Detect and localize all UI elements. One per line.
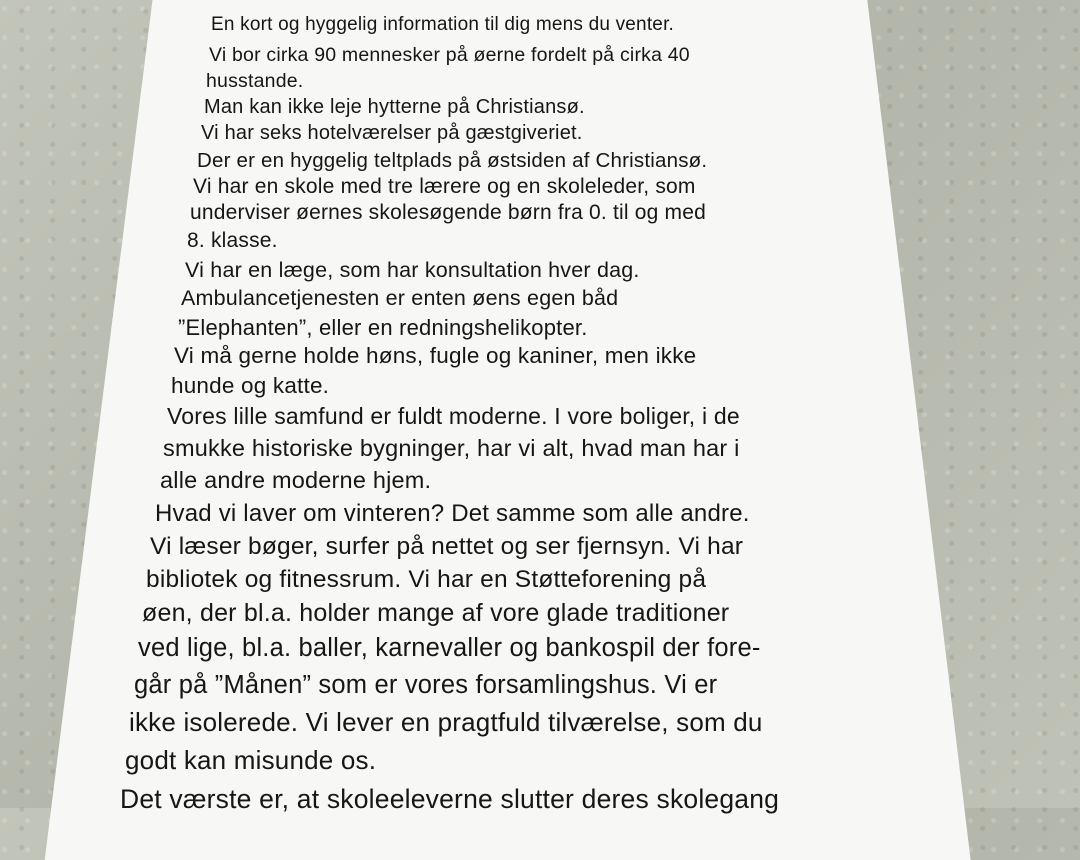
notice-line-24: ikke isolerede. Vi lever en pragtfuld tilværelse, som du: [129, 707, 763, 737]
notice-line-5: Vi har seks hotelværelser på gæstgiveriet.: [201, 122, 583, 144]
notice-line-11: Ambulancetjenesten er enten øens egen båd: [181, 286, 619, 310]
notice-line-10: Vi har en læge, som har konsultation hver dag.: [185, 258, 640, 282]
notice-line-15: Vores lille samfund er fuldt moderne. I vore boliger, i de: [167, 403, 740, 429]
notice-line-8: underviser øernes skolesøgende børn fra 0. til og med: [190, 201, 707, 224]
notice-line-14: hunde og katte.: [171, 373, 330, 398]
notice-line-7: Vi har en skole med tre lærere og en skoleleder, som: [193, 175, 696, 198]
notice-line-2: Vi bor cirka 90 mennesker på øerne fordelt på cirka 40: [209, 44, 690, 66]
notice-line-1: En kort og hyggelig information til dig mens du venter.: [211, 14, 675, 35]
notice-line-6: Der er en hyggelig teltplads på østsiden af Christiansø.: [197, 149, 708, 172]
notice-line-20: bibliotek og fitnessrum. Vi har en Støtteforening på: [146, 566, 707, 593]
notice-line-19: Vi læser bøger, surfer på nettet og ser fjernsyn. Vi har: [150, 533, 744, 560]
notice-line-9: 8. klasse.: [187, 229, 278, 252]
notice-line-13: Vi må gerne holde høns, fugle og kaniner, men ikke: [174, 343, 697, 368]
notice-line-25: godt kan misunde os.: [125, 745, 377, 775]
notice-line-26: Det værste er, at skoleeleverne slutter deres skolegang: [120, 784, 780, 814]
notice-line-3: husstande.: [206, 70, 304, 92]
notice-line-18: Hvad vi laver om vinteren? Det samme som alle andre.: [155, 500, 750, 527]
notice-line-12: ”Elephanten”, eller en redningshelikopter.: [178, 315, 588, 340]
notice-line-17: alle andre moderne hjem.: [160, 467, 432, 493]
notice-line-22: ved lige, bl.a. baller, karnevaller og bankospil der fore-: [138, 634, 761, 662]
notice-line-21: øen, der bl.a. holder mange af vore glade traditioner: [142, 599, 730, 627]
notice-line-4: Man kan ikke leje hytterne på Christiansø.: [204, 96, 585, 118]
notice-line-23: går på ”Månen” som er vores forsamlingshus. Vi er: [134, 671, 718, 699]
notice-line-16: smukke historiske bygninger, har vi alt, hvad man har i: [163, 435, 740, 461]
